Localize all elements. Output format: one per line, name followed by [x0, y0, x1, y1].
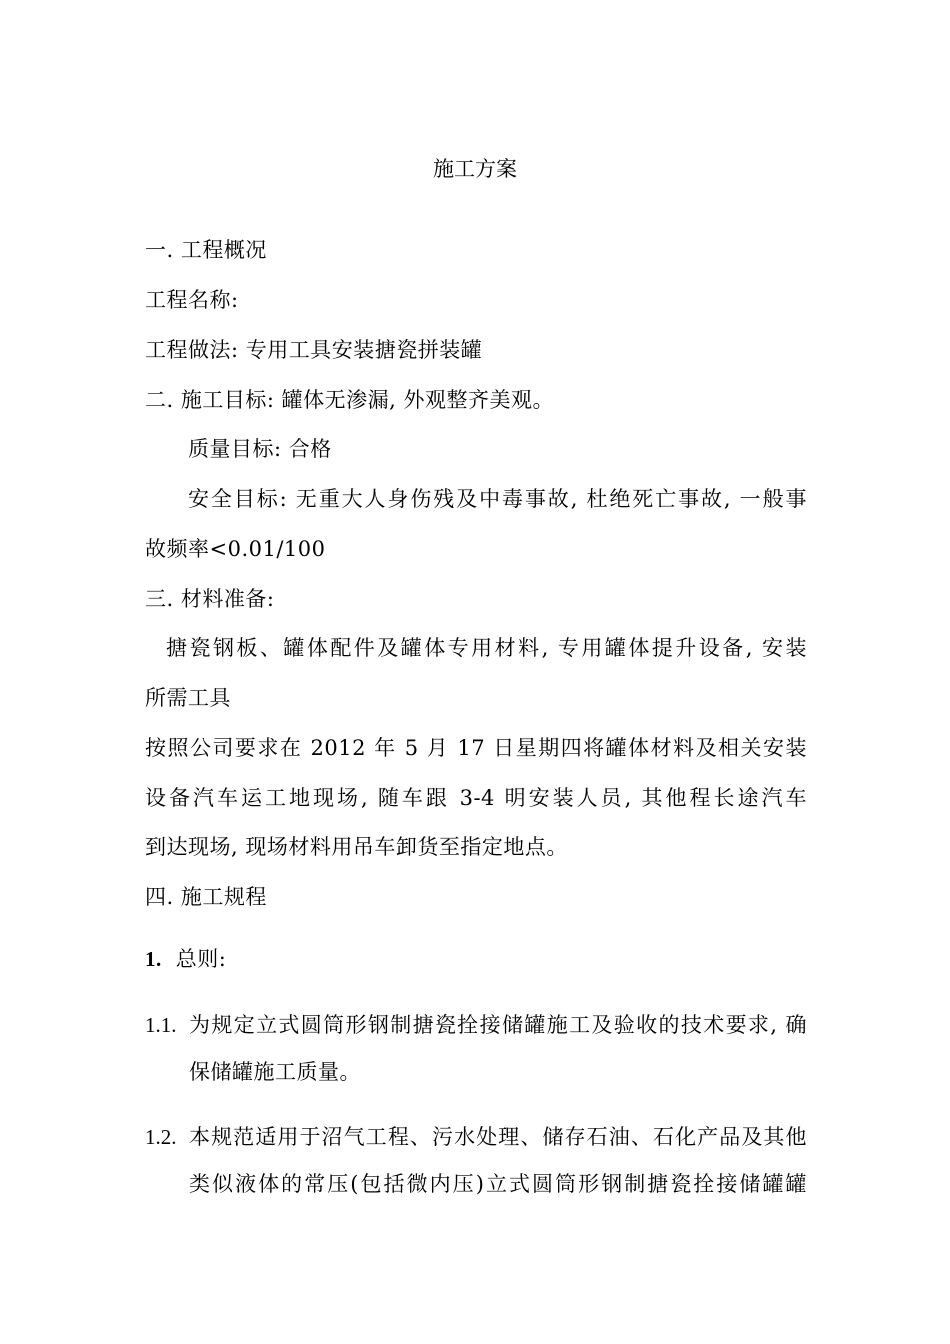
item-1-1-line-1: 为规定立式圆筒形钢制搪瓷拴接储罐施工及验收的技术要求, 确 [189, 1013, 807, 1037]
section-label: 总则: [175, 947, 227, 971]
item-1-1-line-2: 保储罐施工质量。 [189, 1060, 361, 1084]
transport-line-2: 设备汽车运工地现场, 随车跟 3-4 明安装人员, 其他程长途汽车 [145, 786, 807, 810]
item-1-2-number: 1.2. [145, 1125, 177, 1149]
item-1-2-line-2: 类似液体的常压(包括微内压)立式圆筒形钢制搪瓷拴接储罐罐 [189, 1172, 807, 1196]
section-number: 1. [145, 947, 162, 971]
safety-goal-line: 安全目标: 无重大人身伤残及中毒事故, 杜绝死亡事故, 一般事 [188, 487, 807, 511]
heading-construction-rules: 四. 施工规程 [145, 885, 267, 909]
quality-goal-line: 质量目标: 合格 [188, 437, 332, 461]
item-1-2-line-1: 本规范适用于沼气工程、污水处理、储存石油、石化产品及其他 [189, 1125, 807, 1149]
document-title: 施工方案 [433, 157, 517, 181]
section-general [145, 945, 226, 973]
heading-construction-goals: 二. 施工目标: 罐体无渗漏, 外观整齐美观。 [145, 388, 554, 412]
project-name-line: 工程名称: [145, 288, 239, 312]
heading-material-prep: 三. 材料准备: [145, 587, 275, 611]
transport-line-1: 按照公司要求在 2012 年 5 月 17 日星期四将罐体材料及相关安装 [145, 736, 807, 760]
heading-project-overview: 一. 工程概况 [145, 238, 267, 262]
materials-line-2: 所需工具 [145, 686, 231, 710]
item-1-1-number: 1.1. [145, 1013, 177, 1037]
materials-line-1: 搪瓷钢板、罐体配件及罐体专用材料, 专用罐体提升设备, 安装 [166, 636, 807, 660]
project-method-line: 工程做法: 专用工具安装搪瓷拼装罐 [145, 338, 483, 362]
transport-line-3: 到达现场, 现场材料用吊车卸货至指定地点。 [145, 835, 568, 859]
accident-rate-line: 故频率<0.01/100 [145, 537, 326, 561]
